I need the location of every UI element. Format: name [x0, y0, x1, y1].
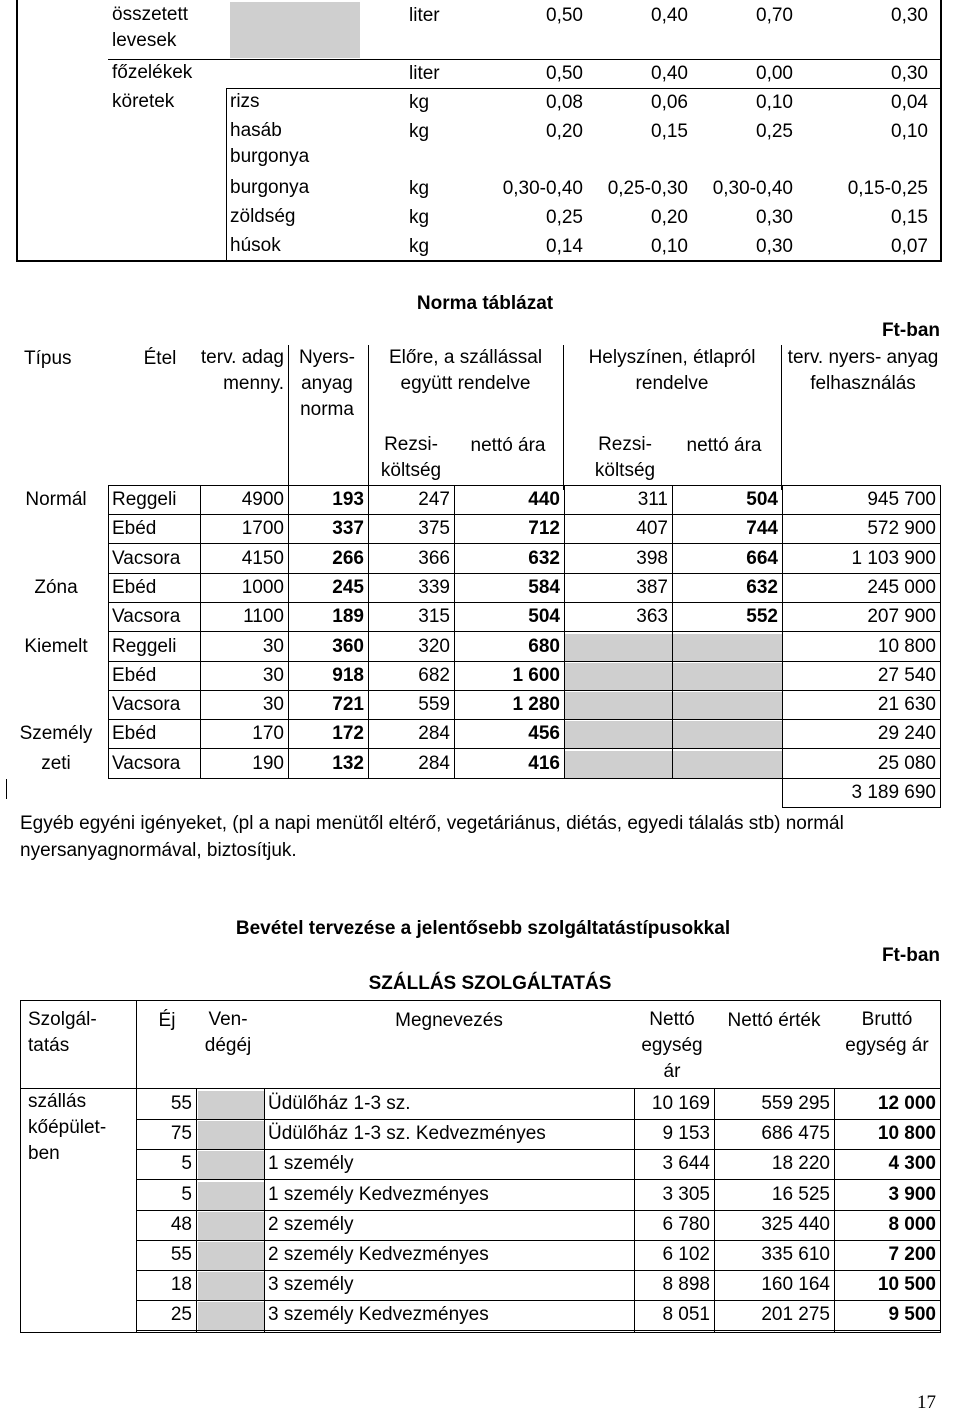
rule-line — [136, 1000, 137, 1090]
row-sublabel: burgonya — [230, 177, 310, 198]
value: 0,15 — [891, 207, 928, 228]
value: 266 — [332, 548, 364, 569]
row-name: 1 személy — [268, 1153, 354, 1174]
rule-line — [108, 748, 940, 749]
shaded-cell — [564, 751, 782, 779]
value: 0,30 — [756, 207, 793, 228]
rule-line — [454, 485, 455, 779]
unit: kg — [409, 121, 430, 142]
rule-line — [200, 485, 201, 779]
value: 160 164 — [761, 1274, 830, 1295]
row-label: főzelékek — [112, 62, 193, 83]
header-cell: Ven- dégéj — [204, 1009, 252, 1056]
row-label: köretek — [112, 91, 175, 112]
header-cell: Nettó érték — [727, 1010, 821, 1031]
rule-line — [196, 1088, 197, 1332]
value: 416 — [528, 753, 560, 774]
value: 0,20 — [651, 207, 688, 228]
value: 0,50 — [546, 63, 583, 84]
value: 6 780 — [662, 1214, 710, 1235]
header-cell: nettó ára — [470, 435, 546, 456]
row-sublabel: hasáb burgonya — [230, 120, 310, 167]
row-type: Személy — [19, 723, 93, 744]
value: 682 — [418, 665, 450, 686]
value: 1700 — [241, 518, 284, 539]
value: 572 900 — [867, 518, 936, 539]
value: 0,25-0,30 — [607, 178, 688, 199]
shaded-cell — [198, 1182, 264, 1211]
header-cell: nettó ára — [686, 435, 762, 456]
value: 552 — [746, 606, 778, 627]
rule-line — [226, 88, 940, 89]
value: 325 440 — [761, 1214, 830, 1235]
value: 337 — [332, 518, 364, 539]
value: 0,07 — [891, 236, 928, 257]
value: 21 630 — [877, 694, 936, 715]
value: 712 — [528, 518, 560, 539]
value: 0,30 — [756, 236, 793, 257]
value: 0,14 — [546, 236, 583, 257]
rule-line — [136, 1179, 940, 1180]
value: 0,08 — [546, 92, 583, 113]
value: 10 169 — [651, 1093, 710, 1114]
shaded-cell — [230, 2, 360, 58]
value: 30 — [262, 694, 284, 715]
value: 0,30 — [891, 63, 928, 84]
value: 0,00 — [756, 63, 793, 84]
header-cell: Étel — [143, 348, 177, 369]
rule-line — [108, 59, 940, 60]
value: 10 800 — [877, 636, 936, 657]
value: 6 102 — [662, 1244, 710, 1265]
unit: kg — [409, 178, 430, 199]
value: 0,10 — [651, 236, 688, 257]
value: 1 103 900 — [851, 548, 936, 569]
rule-line — [20, 1000, 21, 1333]
value: 559 295 — [761, 1093, 830, 1114]
rule-line — [782, 807, 940, 808]
value: 1 280 — [512, 694, 560, 715]
shaded-cell — [564, 692, 782, 720]
row-name: Üdülőház 1-3 sz. Kedvezményes — [268, 1123, 546, 1144]
rule-line — [672, 485, 673, 779]
value: 12 000 — [877, 1093, 936, 1114]
shaded-cell — [564, 721, 782, 749]
header-cell: terv. nyers- anyag felhasználás — [787, 347, 939, 394]
rule-line — [940, 1000, 941, 1333]
unit: kg — [409, 207, 430, 228]
value: 407 — [636, 518, 668, 539]
value: 1000 — [241, 577, 284, 598]
rule-line — [564, 485, 565, 779]
header-cell: Nettó egység ár — [641, 1009, 703, 1082]
value: 632 — [528, 548, 560, 569]
rule-line — [20, 1088, 940, 1089]
header-cell: terv. adag menny. — [200, 347, 284, 394]
value: 18 — [170, 1274, 192, 1295]
header-cell: Helyszínen, étlapról rendelve — [588, 347, 756, 394]
value: 360 — [332, 636, 364, 657]
value: 375 — [418, 518, 450, 539]
row-meal: Vacsora — [112, 753, 181, 774]
value: 25 — [170, 1304, 192, 1325]
value: 0,70 — [756, 5, 793, 26]
shaded-cell — [198, 1151, 264, 1180]
row-sublabel: húsok — [230, 235, 281, 256]
value: 201 275 — [761, 1304, 830, 1325]
value: 1100 — [243, 606, 284, 627]
unit: liter — [409, 5, 440, 26]
value: 30 — [262, 665, 284, 686]
rule-line — [288, 485, 289, 779]
value: 1 600 — [512, 665, 560, 686]
value: 363 — [636, 606, 668, 627]
value: 284 — [418, 753, 450, 774]
value: 744 — [746, 518, 778, 539]
value: 559 — [418, 694, 450, 715]
header-cell: Típus — [24, 348, 72, 369]
value: 320 — [418, 636, 450, 657]
row-name: 2 személy Kedvezményes — [268, 1244, 489, 1265]
value: 132 — [332, 753, 364, 774]
row-meal: Reggeli — [112, 489, 177, 510]
row-name: 3 személy Kedvezményes — [268, 1304, 489, 1325]
row-name: 2 személy — [268, 1214, 354, 1235]
header-cell: Rezsi- költség — [594, 434, 656, 481]
rule-line — [368, 345, 369, 490]
value: 29 240 — [877, 723, 936, 744]
row-type: Normál — [25, 489, 87, 510]
value: 0,10 — [891, 121, 928, 142]
value: 0,06 — [651, 92, 688, 113]
value: 8 898 — [662, 1274, 710, 1295]
value: 504 — [528, 606, 560, 627]
row-meal: Vacsora — [112, 548, 181, 569]
rule-line — [226, 88, 227, 260]
value: 0,15-0,25 — [847, 178, 928, 199]
value: 339 — [418, 577, 450, 598]
row-sublabel: rizs — [230, 91, 260, 112]
value: 193 — [332, 489, 364, 510]
rule-line — [264, 1088, 265, 1332]
rule-line — [136, 1088, 137, 1332]
value: 7 200 — [888, 1244, 936, 1265]
value: 398 — [636, 548, 668, 569]
value: 10 800 — [877, 1123, 936, 1144]
value: 335 610 — [761, 1244, 830, 1265]
row-meal: Vacsora — [112, 606, 181, 627]
value: 25 080 — [877, 753, 936, 774]
header-cell: Rezsi- költség — [380, 434, 442, 481]
value: 686 475 — [761, 1123, 830, 1144]
row-meal: Ebéd — [112, 518, 157, 539]
value: 456 — [528, 723, 560, 744]
value: 75 — [170, 1123, 192, 1144]
currency-label: Ft-ban — [881, 945, 940, 966]
rule-line — [634, 1088, 635, 1332]
total-value: 3 189 690 — [851, 782, 936, 803]
header-cell: Szolgál- tatás — [28, 1009, 97, 1056]
rule-line — [714, 1088, 715, 1332]
row-type: zeti — [41, 753, 71, 774]
value: 632 — [746, 577, 778, 598]
value: 440 — [528, 489, 560, 510]
value: 18 220 — [771, 1153, 830, 1174]
value: 8 051 — [662, 1304, 710, 1325]
value: 4150 — [241, 548, 284, 569]
value: 10 500 — [877, 1274, 936, 1295]
row-sublabel: zöldség — [230, 206, 296, 227]
value: 8 000 — [888, 1214, 936, 1235]
value: 207 900 — [867, 606, 936, 627]
value: 0,40 — [651, 5, 688, 26]
shaded-cell — [198, 1302, 264, 1331]
currency-label: Ft-ban — [881, 320, 940, 341]
row-type: Zóna — [34, 577, 78, 598]
unit: kg — [409, 236, 430, 257]
value: 0,20 — [546, 121, 583, 142]
value: 504 — [746, 489, 778, 510]
value: 55 — [170, 1244, 192, 1265]
rule-line — [108, 485, 940, 486]
rule-line — [108, 543, 940, 544]
rule-line — [16, 0, 18, 262]
value: 918 — [332, 665, 364, 686]
value: 170 — [252, 723, 284, 744]
rule-line — [108, 631, 940, 632]
value: 4 300 — [888, 1153, 936, 1174]
shaded-cell — [198, 1091, 264, 1120]
value: 9 153 — [662, 1123, 710, 1144]
value: 0,40 — [651, 63, 688, 84]
rule-line — [781, 345, 782, 490]
rule-line — [940, 485, 941, 779]
value: 9 500 — [888, 1304, 936, 1325]
rule-line — [6, 779, 7, 799]
value: 27 540 — [877, 665, 936, 686]
page-number: 17 — [917, 1392, 936, 1413]
value: 30 — [262, 636, 284, 657]
row-name: 1 személy Kedvezményes — [268, 1184, 489, 1205]
value: 0,25 — [546, 207, 583, 228]
value: 721 — [332, 694, 364, 715]
value: 387 — [636, 577, 668, 598]
value: 366 — [418, 548, 450, 569]
header-cell: Megnevezés — [395, 1010, 503, 1031]
value: 0,30 — [891, 5, 928, 26]
group-label: szállás kőépület- ben — [28, 1091, 107, 1164]
row-meal: Vacsora — [112, 694, 181, 715]
rule-line — [782, 779, 783, 808]
shaded-cell — [198, 1272, 264, 1301]
row-label: összetett levesek — [112, 4, 189, 51]
rule-line — [108, 485, 109, 779]
value: 0,04 — [891, 92, 928, 113]
row-name: 3 személy — [268, 1274, 354, 1295]
rule-line — [563, 345, 564, 490]
shaded-cell — [198, 1242, 264, 1271]
value: 3 305 — [662, 1184, 710, 1205]
table-title: Norma táblázat — [416, 293, 554, 314]
value: 0,30-0,40 — [502, 178, 583, 199]
table-subtitle: SZÁLLÁS SZOLGÁLTATÁS — [368, 973, 612, 994]
header-cell: Éj — [158, 1010, 176, 1031]
row-meal: Reggeli — [112, 636, 177, 657]
value: 245 000 — [867, 577, 936, 598]
rule-line — [20, 1332, 940, 1333]
value: 3 644 — [662, 1153, 710, 1174]
shaded-cell — [198, 1212, 264, 1241]
value: 664 — [746, 548, 778, 569]
value: 0,10 — [756, 92, 793, 113]
shaded-cell — [564, 663, 782, 691]
note-text: Egyéb egyéni igényeket, (pl a napi menütől eltérő, vegetáriánus, diétás, egyedi tálalás stb) normál nyersanyagnormával, biztosítjuk. — [20, 813, 844, 861]
value: 0,50 — [546, 5, 583, 26]
row-meal: Ebéd — [112, 723, 157, 744]
rule-line — [940, 0, 942, 262]
rule-line — [368, 485, 369, 779]
value: 0,15 — [651, 121, 688, 142]
header-cell: Bruttó egység ár — [845, 1009, 929, 1056]
value: 5 — [181, 1184, 192, 1205]
value: 315 — [418, 606, 450, 627]
row-meal: Ebéd — [112, 665, 157, 686]
rule-line — [834, 1088, 835, 1332]
rule-line — [20, 1000, 940, 1001]
shaded-cell — [198, 1121, 264, 1150]
value: 190 — [252, 753, 284, 774]
rule-line — [16, 260, 942, 262]
rule-line — [782, 485, 783, 779]
rule-line — [136, 1330, 940, 1331]
shaded-cell — [564, 634, 782, 662]
value: 48 — [170, 1214, 192, 1235]
header-cell: Nyers- anyag norma — [299, 347, 355, 420]
rule-line — [288, 345, 289, 490]
value: 245 — [332, 577, 364, 598]
row-meal: Ebéd — [112, 577, 157, 598]
value: 584 — [528, 577, 560, 598]
header-cell: Előre, a szállással együtt rendelve — [388, 347, 543, 394]
value: 4900 — [241, 489, 284, 510]
value: 311 — [637, 489, 668, 510]
value: 3 900 — [888, 1184, 936, 1205]
value: 189 — [332, 606, 364, 627]
row-name: Üdülőház 1-3 sz. — [268, 1093, 411, 1114]
value: 945 700 — [867, 489, 936, 510]
value: 172 — [332, 723, 364, 744]
value: 284 — [418, 723, 450, 744]
value: 680 — [528, 636, 560, 657]
value: 247 — [418, 489, 450, 510]
value: 0,30-0,40 — [712, 178, 793, 199]
unit: liter — [409, 63, 440, 84]
value: 5 — [181, 1153, 192, 1174]
unit: kg — [409, 92, 430, 113]
value: 55 — [170, 1093, 192, 1114]
value: 16 525 — [771, 1184, 830, 1205]
rule-line — [940, 779, 941, 808]
value: 0,25 — [756, 121, 793, 142]
table-title: Bevétel tervezése a jelentősebb szolgáltatástípusokkal — [235, 918, 731, 939]
row-type: Kiemelt — [24, 636, 88, 657]
